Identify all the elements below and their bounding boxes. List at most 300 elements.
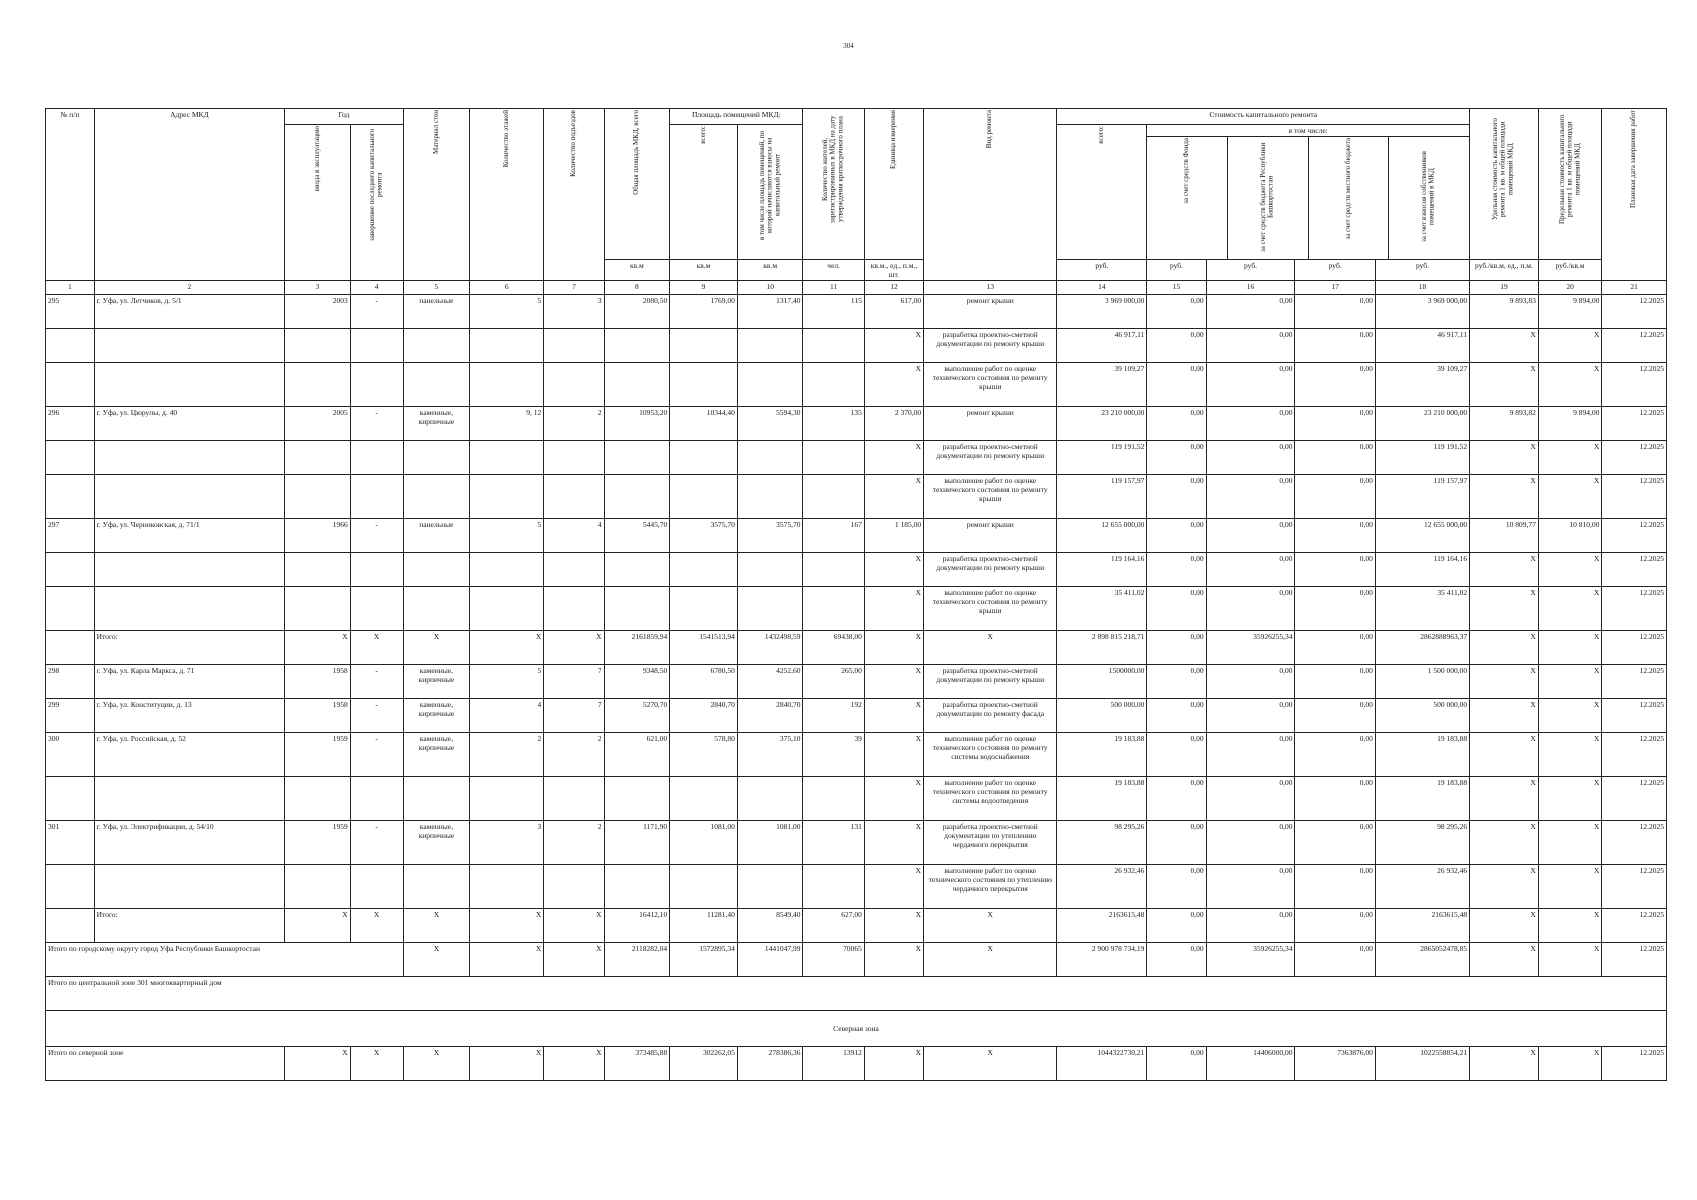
cell-c_tot: 119 157,97 xyxy=(1057,475,1147,519)
cell-wall: панельные xyxy=(403,295,470,329)
cell-ent xyxy=(544,777,604,821)
cell-c_loc: 0,00 xyxy=(1295,363,1375,407)
cell-y2: - xyxy=(350,295,403,329)
table-row xyxy=(46,909,1667,943)
cell-a_priv xyxy=(737,441,803,475)
cell-qty: 2 370,00 xyxy=(864,407,923,441)
cell-c_loc: 0,00 xyxy=(1295,909,1375,943)
cell-y2 xyxy=(350,475,403,519)
cell-wall xyxy=(403,441,470,475)
cell-a_all xyxy=(670,363,738,407)
cell-uc: 10 809,77 xyxy=(1470,519,1539,553)
cell-fl: 5 xyxy=(470,295,544,329)
north-total-row-y1: X xyxy=(285,1047,351,1081)
cell-res: 39 xyxy=(803,733,864,777)
cell-qty: X xyxy=(864,553,923,587)
city-total-row-ent: X xyxy=(544,943,604,977)
cell-qty: X xyxy=(864,699,923,733)
column-number: 14 xyxy=(1057,281,1147,295)
cell-a_tot xyxy=(604,587,670,631)
cell-lc: X xyxy=(1538,821,1601,865)
cell-work: выполнение работ по оценке технического состояния по ремонту крыши xyxy=(924,475,1057,519)
cell-c_rb: 0,00 xyxy=(1206,295,1295,329)
cell-res: 627,00 xyxy=(803,909,864,943)
cell-a_all: 2840,70 xyxy=(670,699,738,733)
cell-fl: 9, 12 xyxy=(470,407,544,441)
cell-addr xyxy=(94,363,284,407)
cell-date: 12.2025 xyxy=(1602,733,1667,777)
header-num: № п/п xyxy=(46,109,95,281)
table-row xyxy=(46,777,1667,821)
city-total-row-qty: X xyxy=(864,943,923,977)
cell-wall: X xyxy=(403,909,470,943)
cell-wall: каменные, кирпичные xyxy=(403,699,470,733)
cell-fl xyxy=(470,329,544,363)
cell-n xyxy=(46,475,95,519)
column-number: 13 xyxy=(924,281,1057,295)
cell-a_all: 1081,00 xyxy=(670,821,738,865)
cell-c_tot: 12 655 000,00 xyxy=(1057,519,1147,553)
cell-lc: 9 894,00 xyxy=(1538,295,1601,329)
table-row xyxy=(46,363,1667,407)
cell-c_own: 23 210 000,00 xyxy=(1375,407,1469,441)
header-cost-total: всего: xyxy=(1057,125,1147,260)
cell-c_fund: 0,00 xyxy=(1147,699,1206,733)
cell-uc: X xyxy=(1470,631,1539,665)
cell-y1: X xyxy=(285,631,351,665)
cell-addr: г. Уфа, ул. Электрификации, д. 54/10 xyxy=(94,821,284,865)
column-number: 5 xyxy=(403,281,470,295)
cell-fl xyxy=(470,587,544,631)
cell-res: 115 xyxy=(803,295,864,329)
cell-n: 298 xyxy=(46,665,95,699)
cell-qty: X xyxy=(864,631,923,665)
cell-c_own: 119 191,52 xyxy=(1375,441,1469,475)
north-total-row-c_rb: 14406000,00 xyxy=(1206,1047,1295,1081)
cell-c_tot: 23 210 000,00 xyxy=(1057,407,1147,441)
cell-qty: 1 185,00 xyxy=(864,519,923,553)
cell-n: 301 xyxy=(46,821,95,865)
cell-c_tot: 119 191,52 xyxy=(1057,441,1147,475)
cell-fl xyxy=(470,553,544,587)
table-row xyxy=(46,733,1667,777)
cell-a_tot: 2080,50 xyxy=(604,295,670,329)
cell-c_fund: 0,00 xyxy=(1147,909,1206,943)
table-row xyxy=(46,665,1667,699)
cell-lc: X xyxy=(1538,865,1601,909)
cell-c_rb: 0,00 xyxy=(1206,363,1295,407)
cell-c_fund: 0,00 xyxy=(1147,553,1206,587)
central-total-row xyxy=(46,977,1667,1011)
cell-lc: X xyxy=(1538,553,1601,587)
cell-a_priv: 1317,40 xyxy=(737,295,803,329)
north-total-row-work: X xyxy=(924,1047,1057,1081)
cell-addr: г. Уфа, ул. Черниковская, д. 71/1 xyxy=(94,519,284,553)
cell-c_fund: 0,00 xyxy=(1147,329,1206,363)
cell-c_loc: 0,00 xyxy=(1295,407,1375,441)
cell-c_tot: 2 898 815 218,71 xyxy=(1057,631,1147,665)
cell-a_priv: 1081,00 xyxy=(737,821,803,865)
cell-a_tot xyxy=(604,329,670,363)
cell-a_priv xyxy=(737,329,803,363)
cell-qty: X xyxy=(864,475,923,519)
cell-uc: X xyxy=(1470,363,1539,407)
cell-c_tot: 35 411,02 xyxy=(1057,587,1147,631)
cell-a_all: 11281,40 xyxy=(670,909,738,943)
cell-c_rb: 0,00 xyxy=(1206,519,1295,553)
cell-c_tot: 3 969 000,00 xyxy=(1057,295,1147,329)
cell-ent xyxy=(544,865,604,909)
cell-y2: - xyxy=(350,699,403,733)
cell-a_all: 578,80 xyxy=(670,733,738,777)
cell-y1: 1958 xyxy=(285,665,351,699)
cell-qty: X xyxy=(864,665,923,699)
city-total-row-c_rb: 35926255,34 xyxy=(1206,943,1295,977)
cell-c_rb: 35926255,34 xyxy=(1206,631,1295,665)
cell-work: ремонт крыши xyxy=(924,295,1057,329)
cell-date: 12.2025 xyxy=(1602,363,1667,407)
table-row xyxy=(46,519,1667,553)
table-row xyxy=(46,699,1667,733)
column-number: 6 xyxy=(470,281,544,295)
cell-res xyxy=(803,329,864,363)
cell-date: 12.2025 xyxy=(1602,587,1667,631)
cell-qty: X xyxy=(864,733,923,777)
cell-work: X xyxy=(924,909,1057,943)
header-limit-cost: Предельная стоимость капитального ремонта 1 кв. м общей площади помещений МКД xyxy=(1538,109,1601,260)
cell-y1: 2003 xyxy=(285,295,351,329)
cell-wall xyxy=(403,329,470,363)
cell-a_all xyxy=(670,329,738,363)
cell-c_rb: 0,00 xyxy=(1206,475,1295,519)
cell-ent: X xyxy=(544,631,604,665)
cell-c_own: 19 183,88 xyxy=(1375,733,1469,777)
cell-date: 12.2025 xyxy=(1602,865,1667,909)
cell-n: 297 xyxy=(46,519,95,553)
cell-c_rb: 0,00 xyxy=(1206,587,1295,631)
cell-a_all: 10344,40 xyxy=(670,407,738,441)
column-number: 15 xyxy=(1147,281,1206,295)
cell-c_own: 2862888963,37 xyxy=(1375,631,1469,665)
cell-y1 xyxy=(285,587,351,631)
city-total-row-res: 70065 xyxy=(803,943,864,977)
header-unit: Единица измерения xyxy=(864,109,923,260)
cell-lc: X xyxy=(1538,733,1601,777)
table-row xyxy=(46,441,1667,475)
cell-c_rb: 0,00 xyxy=(1206,329,1295,363)
cell-res xyxy=(803,587,864,631)
cell-c_tot: 2163615,48 xyxy=(1057,909,1147,943)
unit-cost-local: руб. xyxy=(1295,260,1375,281)
cell-fl xyxy=(470,441,544,475)
cell-ent: 7 xyxy=(544,699,604,733)
cell-qty: X xyxy=(864,777,923,821)
cell-work: ремонт крыши xyxy=(924,407,1057,441)
cell-y2: X xyxy=(350,909,403,943)
cell-a_tot: 16412,10 xyxy=(604,909,670,943)
city-total-row xyxy=(46,943,1667,977)
north-total-row-lc: X xyxy=(1538,1047,1601,1081)
cell-c_fund: 0,00 xyxy=(1147,475,1206,519)
cell-work: выполнение работ по оценке технического состояния по ремонту крыши xyxy=(924,587,1057,631)
cell-y2 xyxy=(350,777,403,821)
cell-c_loc: 0,00 xyxy=(1295,631,1375,665)
city-total-row-c_fund: 0,00 xyxy=(1147,943,1206,977)
cell-lc: X xyxy=(1538,699,1601,733)
cell-y2 xyxy=(350,587,403,631)
cell-a_priv: 375,10 xyxy=(737,733,803,777)
cell-a_priv xyxy=(737,363,803,407)
cell-res: 69438,00 xyxy=(803,631,864,665)
cell-y1: 1959 xyxy=(285,821,351,865)
column-number: 19 xyxy=(1470,281,1539,295)
cell-y1: 2005 xyxy=(285,407,351,441)
cell-c_fund: 0,00 xyxy=(1147,407,1206,441)
north-total-row-label: Итого по северной зоне xyxy=(46,1047,285,1081)
cell-wall xyxy=(403,587,470,631)
cell-c_loc: 0,00 xyxy=(1295,699,1375,733)
cell-c_tot: 39 109,27 xyxy=(1057,363,1147,407)
cell-work: разработка проектно-сметной документации по ремонту крыши xyxy=(924,665,1057,699)
cell-c_loc: 0,00 xyxy=(1295,777,1375,821)
cell-y2: - xyxy=(350,665,403,699)
cell-wall xyxy=(403,363,470,407)
cell-wall xyxy=(403,475,470,519)
header-address: Адрес МКД xyxy=(94,109,284,281)
north-total-row-c_tot: 1044322730,21 xyxy=(1057,1047,1147,1081)
city-total-row-date: 12.2025 xyxy=(1602,943,1667,977)
table-row xyxy=(46,865,1667,909)
cell-res xyxy=(803,441,864,475)
cell-c_fund: 0,00 xyxy=(1147,865,1206,909)
city-total-row-lc: X xyxy=(1538,943,1601,977)
cell-res: 135 xyxy=(803,407,864,441)
cell-addr: г. Уфа, ул. Карла Маркса, д. 71 xyxy=(94,665,284,699)
cell-c_rb: 0,00 xyxy=(1206,441,1295,475)
cell-y2: - xyxy=(350,519,403,553)
cell-c_tot: 26 932,46 xyxy=(1057,865,1147,909)
header-year-repair: завершение последнего капитального ремонта xyxy=(350,125,403,281)
cell-date: 12.2025 xyxy=(1602,777,1667,821)
cell-c_loc: 0,00 xyxy=(1295,295,1375,329)
header-wall: Материал стен xyxy=(403,109,470,281)
header-area-all: всего: xyxy=(670,125,738,260)
cell-date: 12.2025 xyxy=(1602,441,1667,475)
cell-a_all: 3575,70 xyxy=(670,519,738,553)
cell-date: 12.2025 xyxy=(1602,295,1667,329)
unit-area-all: кв.м xyxy=(670,260,738,281)
cell-c_tot: 19 183,88 xyxy=(1057,777,1147,821)
north-total-row-c_fund: 0,00 xyxy=(1147,1047,1206,1081)
cell-ent xyxy=(544,553,604,587)
cell-wall: каменные, кирпичные xyxy=(403,821,470,865)
column-number: 2 xyxy=(94,281,284,295)
cell-y2 xyxy=(350,441,403,475)
header-unit-cost: Удельная стоимость капитального ремонта 1 кв. м общей площади помещений МКД xyxy=(1470,109,1539,260)
cell-a_all: 6780,50 xyxy=(670,665,738,699)
cell-c_rb: 0,00 xyxy=(1206,665,1295,699)
cell-fl: 2 xyxy=(470,733,544,777)
cell-date: 12.2025 xyxy=(1602,553,1667,587)
cell-res xyxy=(803,553,864,587)
cell-a_tot: 10953,20 xyxy=(604,407,670,441)
cell-qty: X xyxy=(864,587,923,631)
cell-a_all xyxy=(670,865,738,909)
cell-lc: X xyxy=(1538,631,1601,665)
cell-c_loc: 0,00 xyxy=(1295,733,1375,777)
header-date: Плановая дата завершения работ xyxy=(1602,109,1667,281)
column-number: 3 xyxy=(285,281,351,295)
cell-y1: 1959 xyxy=(285,733,351,777)
cell-a_tot xyxy=(604,553,670,587)
cell-addr xyxy=(94,553,284,587)
cell-a_priv: 5594,30 xyxy=(737,407,803,441)
cell-a_all: 1769,00 xyxy=(670,295,738,329)
cell-work: разработка проектно-сметной документации по ремонту крыши xyxy=(924,553,1057,587)
column-number: 8 xyxy=(604,281,670,295)
header-cost-group: Стоимость капитального ремонта xyxy=(1057,109,1470,125)
cell-c_own: 119 164,16 xyxy=(1375,553,1469,587)
cell-lc: X xyxy=(1538,587,1601,631)
header-total-area: Общая площадь МКД, всего xyxy=(604,109,670,260)
column-number: 4 xyxy=(350,281,403,295)
cell-addr xyxy=(94,475,284,519)
cell-res xyxy=(803,475,864,519)
cell-y1: 1966 xyxy=(285,519,351,553)
cell-c_fund: 0,00 xyxy=(1147,631,1206,665)
cell-date: 12.2025 xyxy=(1602,821,1667,865)
cell-ent xyxy=(544,441,604,475)
cell-c_fund: 0,00 xyxy=(1147,733,1206,777)
cell-lc: 10 810,00 xyxy=(1538,519,1601,553)
north-total-row-a_priv: 278386,36 xyxy=(737,1047,803,1081)
column-number: 10 xyxy=(737,281,803,295)
unit-area-private: кв.м xyxy=(737,260,803,281)
cell-a_priv xyxy=(737,777,803,821)
header-work: Вид ремонта xyxy=(924,109,1057,281)
cell-ent xyxy=(544,475,604,519)
cell-uc: X xyxy=(1470,865,1539,909)
cell-n xyxy=(46,363,95,407)
header-year-group: Год xyxy=(285,109,403,125)
cell-date: 12.2025 xyxy=(1602,519,1667,553)
north-total-row-date: 12.2025 xyxy=(1602,1047,1667,1081)
unit-cost-total: руб. xyxy=(1057,260,1147,281)
cell-y2: - xyxy=(350,733,403,777)
cell-fl xyxy=(470,475,544,519)
cell-c_fund: 0,00 xyxy=(1147,665,1206,699)
cell-c_fund: 0,00 xyxy=(1147,295,1206,329)
cell-c_own: 19 183,88 xyxy=(1375,777,1469,821)
cell-a_all xyxy=(670,777,738,821)
cell-c_own: 500 000,00 xyxy=(1375,699,1469,733)
cell-a_tot xyxy=(604,777,670,821)
north-total-row-a_all: 302262,05 xyxy=(670,1047,738,1081)
cell-wall xyxy=(403,865,470,909)
cell-uc: X xyxy=(1470,587,1539,631)
cell-c_tot: 46 917,11 xyxy=(1057,329,1147,363)
cell-c_rb: 0,00 xyxy=(1206,821,1295,865)
cell-work: разработка проектно-сметной документации по ремонту крыши xyxy=(924,329,1057,363)
cell-addr: г. Уфа, ул. Летчиков, д. 5/1 xyxy=(94,295,284,329)
cell-c_rb: 0,00 xyxy=(1206,699,1295,733)
cell-addr: г. Уфа, ул. Конституции, д. 13 xyxy=(94,699,284,733)
cell-uc: X xyxy=(1470,733,1539,777)
cell-addr: Итого: xyxy=(94,909,284,943)
column-number: 11 xyxy=(803,281,864,295)
cell-c_own: 3 969 000,00 xyxy=(1375,295,1469,329)
cell-ent xyxy=(544,363,604,407)
north-total-row-c_loc: 7363876,00 xyxy=(1295,1047,1375,1081)
city-total-row-fl: X xyxy=(470,943,544,977)
cell-ent: 7 xyxy=(544,665,604,699)
cell-y1 xyxy=(285,553,351,587)
column-number: 7 xyxy=(544,281,604,295)
cell-uc: X xyxy=(1470,665,1539,699)
cell-a_priv: 4252,60 xyxy=(737,665,803,699)
north-total-row-fl: X xyxy=(470,1047,544,1081)
cell-wall xyxy=(403,777,470,821)
column-number: 18 xyxy=(1375,281,1469,295)
header-entrances: Количество подъездов xyxy=(544,109,604,281)
cell-ent: 2 xyxy=(544,733,604,777)
cell-qty: X xyxy=(864,865,923,909)
cell-uc: X xyxy=(1470,909,1539,943)
cell-uc: 9 893,82 xyxy=(1470,407,1539,441)
city-total-row-a_priv: 1441047,99 xyxy=(737,943,803,977)
cell-y1: 1958 xyxy=(285,699,351,733)
cell-n: 300 xyxy=(46,733,95,777)
cell-c_own: 12 655 000,00 xyxy=(1375,519,1469,553)
cell-work: разработка проектно-сметной документации по ремонту фасада xyxy=(924,699,1057,733)
repair-plan-table xyxy=(45,108,1667,1081)
cell-c_own: 26 932,46 xyxy=(1375,865,1469,909)
cell-a_all xyxy=(670,475,738,519)
cell-a_tot xyxy=(604,475,670,519)
cell-qty: X xyxy=(864,909,923,943)
cell-a_priv xyxy=(737,865,803,909)
cell-res: 167 xyxy=(803,519,864,553)
city-total-row-a_all: 1572895,34 xyxy=(670,943,738,977)
unit-limit-cost: руб./кв.м xyxy=(1538,260,1601,281)
north-total-row-c_own: 1022558854,21 xyxy=(1375,1047,1469,1081)
cell-work: разработка проектно-сметной документации по ремонту крыши xyxy=(924,441,1057,475)
cell-fl: X xyxy=(470,631,544,665)
cell-n xyxy=(46,553,95,587)
header-year-commission: ввода в эксплуатацию xyxy=(285,125,351,281)
cell-c_rb: 0,00 xyxy=(1206,407,1295,441)
cell-c_own: 39 109,27 xyxy=(1375,363,1469,407)
unit-cost-rb: руб. xyxy=(1206,260,1295,281)
cell-work: разработка проектно-сметной документации по утеплению чердачного перекрытия xyxy=(924,821,1057,865)
cell-uc: X xyxy=(1470,441,1539,475)
cell-uc: X xyxy=(1470,821,1539,865)
cell-date: 12.2025 xyxy=(1602,699,1667,733)
cell-addr: Итого: xyxy=(94,631,284,665)
cell-n xyxy=(46,909,95,943)
city-total-row-a_tot: 2118282,04 xyxy=(604,943,670,977)
column-number: 1 xyxy=(46,281,95,295)
cell-qty: X xyxy=(864,363,923,407)
cell-c_fund: 0,00 xyxy=(1147,821,1206,865)
table-row xyxy=(46,407,1667,441)
cell-c_tot: 119 164,16 xyxy=(1057,553,1147,587)
cell-lc: X xyxy=(1538,363,1601,407)
cell-a_tot: 621,00 xyxy=(604,733,670,777)
cell-c_fund: 0,00 xyxy=(1147,441,1206,475)
cell-a_priv xyxy=(737,553,803,587)
cell-c_loc: 0,00 xyxy=(1295,329,1375,363)
